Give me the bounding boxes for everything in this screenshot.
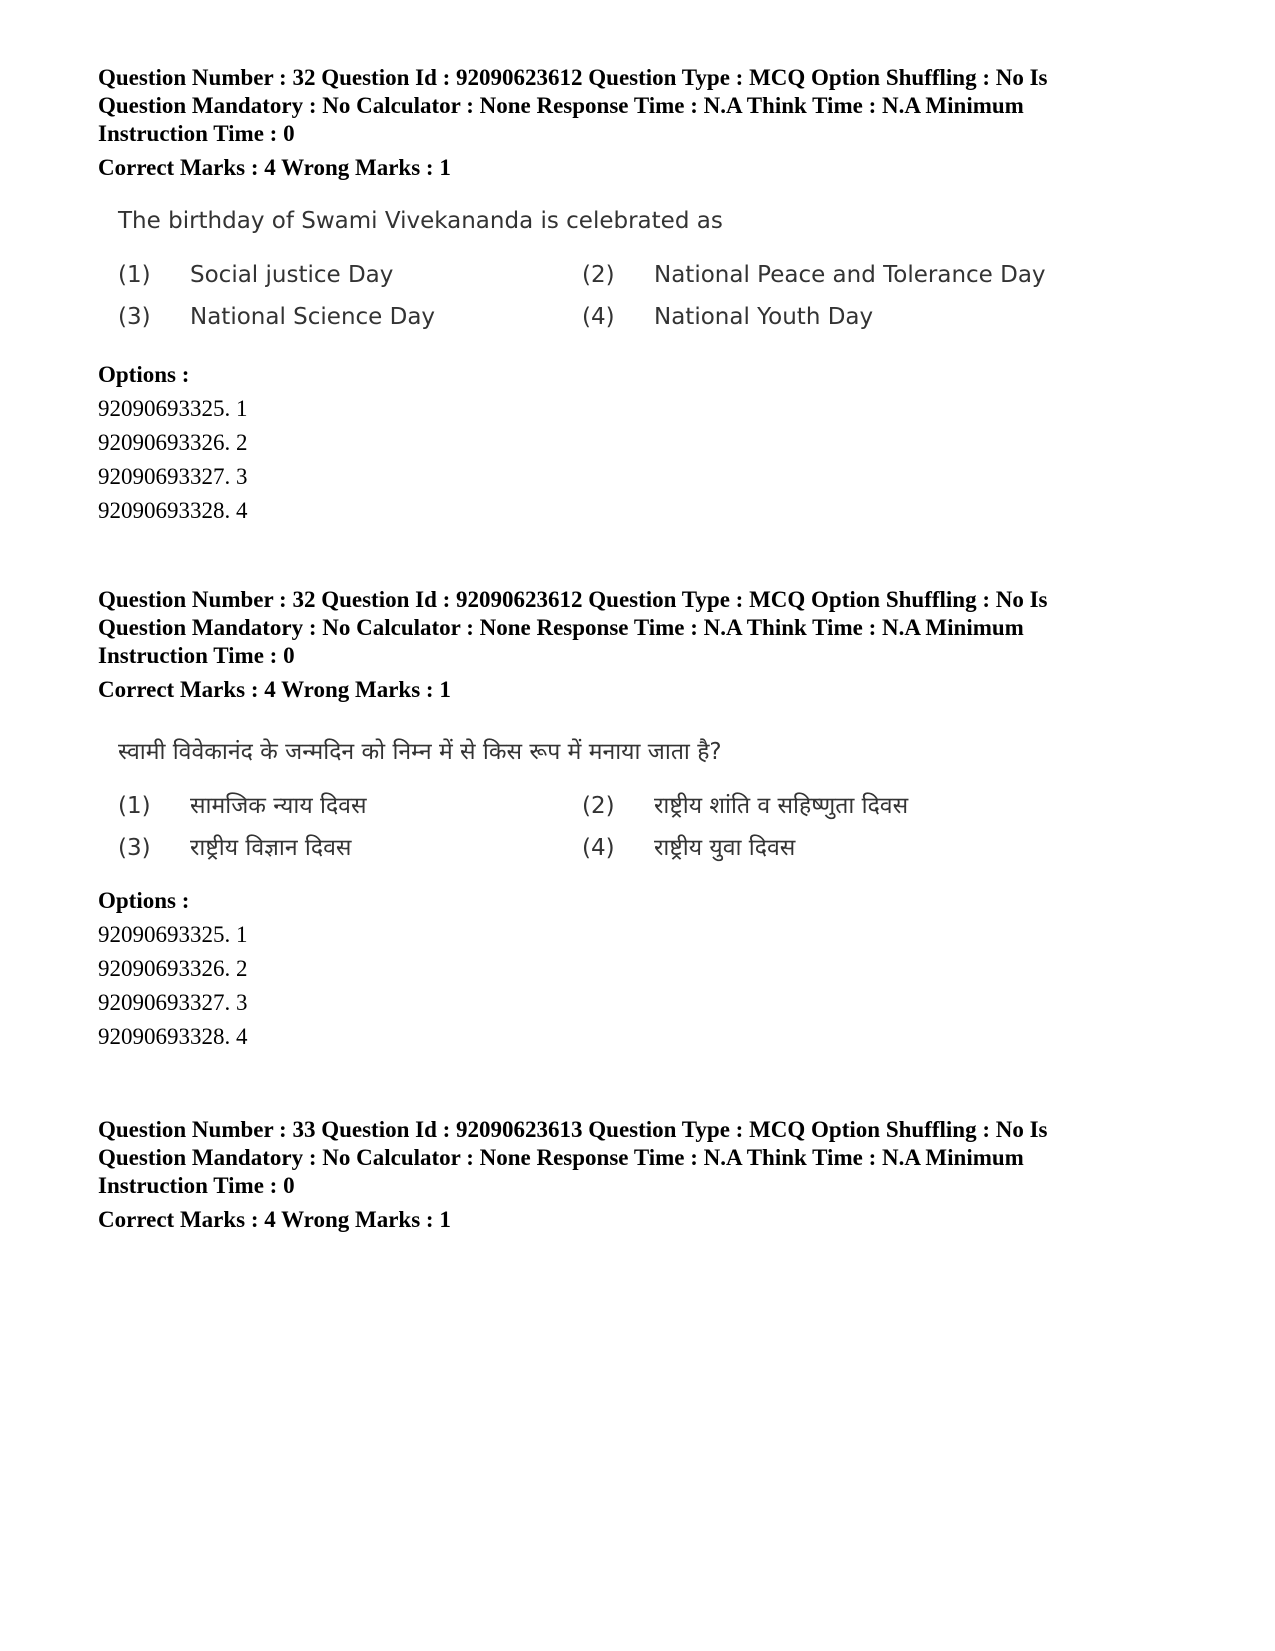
question-block-2 — [98, 586, 1198, 1054]
question-block-3 — [98, 1116, 1198, 1234]
question-text: स्वामी विवेकानंद के जन्मदिन को निम्न में से किस रूप में मनाया जाता है? — [118, 739, 722, 765]
option-id-line: 92090693325. 1 — [98, 922, 248, 947]
option-id-line: 92090693327. 3 — [98, 464, 248, 489]
option-id-line: 92090693325. 1 — [98, 396, 248, 421]
choice-number: (3) — [118, 835, 151, 861]
option-id-line: 92090693328. 4 — [98, 498, 248, 523]
marks-line: Correct Marks : 4 Wrong Marks : 1 — [98, 155, 451, 180]
question-image — [98, 734, 1198, 884]
choice-item — [118, 788, 367, 820]
choice-item — [582, 304, 873, 330]
option-id-line: 92090693326. 2 — [98, 956, 248, 981]
choice-text: National Peace and Tolerance Day — [654, 262, 1046, 288]
choice-text: राष्ट्रीय शांति व सहिष्णुता दिवस — [654, 793, 909, 819]
choice-item — [582, 262, 1046, 288]
choice-number: (1) — [118, 262, 151, 288]
question-meta-line: Question Mandatory : No Calculator : None Response Time : N.A Think Time : N.A Minimum — [98, 1145, 1024, 1170]
question-meta-line: Question Mandatory : No Calculator : None Response Time : N.A Think Time : N.A Minimum — [98, 93, 1024, 118]
choice-number: (1) — [118, 793, 151, 819]
choice-item — [118, 830, 351, 862]
choice-number: (4) — [582, 304, 615, 330]
choice-text: National Science Day — [190, 304, 436, 330]
question-block-1 — [98, 64, 1198, 528]
choice-number: (2) — [582, 793, 615, 819]
question-meta-line: Question Number : 32 Question Id : 92090623612 Question Type : MCQ Option Shuffling : No Is — [98, 587, 1048, 612]
option-id-line: 92090693328. 4 — [98, 1024, 248, 1049]
marks-line: Correct Marks : 4 Wrong Marks : 1 — [98, 1207, 451, 1232]
question-meta-line: Instruction Time : 0 — [98, 1173, 295, 1198]
question-meta-line: Instruction Time : 0 — [98, 643, 295, 668]
choice-item — [118, 304, 435, 330]
option-id-line: 92090693326. 2 — [98, 430, 248, 455]
choice-text: राष्ट्रीय युवा दिवस — [654, 835, 796, 861]
question-text: The birthday of Swami Vivekananda is celebrated as — [118, 208, 723, 234]
choice-text: Social justice Day — [190, 262, 394, 288]
choice-item — [582, 830, 795, 862]
choice-item — [582, 788, 908, 820]
question-meta-line: Question Number : 32 Question Id : 92090623612 Question Type : MCQ Option Shuffling : No Is — [98, 65, 1048, 90]
question-meta-line: Question Number : 33 Question Id : 92090623613 Question Type : MCQ Option Shuffling : No Is — [98, 1117, 1048, 1142]
choice-number: (3) — [118, 304, 151, 330]
choice-text: राष्ट्रीय विज्ञान दिवस — [190, 835, 352, 861]
marks-line: Correct Marks : 4 Wrong Marks : 1 — [98, 677, 451, 702]
choice-number: (4) — [582, 835, 615, 861]
choice-number: (2) — [582, 262, 615, 288]
options-heading: Options : — [98, 888, 190, 913]
choice-item — [118, 262, 393, 288]
question-image — [98, 208, 1198, 358]
options-heading: Options : — [98, 362, 190, 387]
question-meta-line: Instruction Time : 0 — [98, 121, 295, 146]
choice-text: National Youth Day — [654, 304, 874, 330]
question-meta-line: Question Mandatory : No Calculator : None Response Time : N.A Think Time : N.A Minimum — [98, 615, 1024, 640]
option-id-line: 92090693327. 3 — [98, 990, 248, 1015]
choice-text: सामजिक न्याय दिवस — [190, 793, 367, 819]
